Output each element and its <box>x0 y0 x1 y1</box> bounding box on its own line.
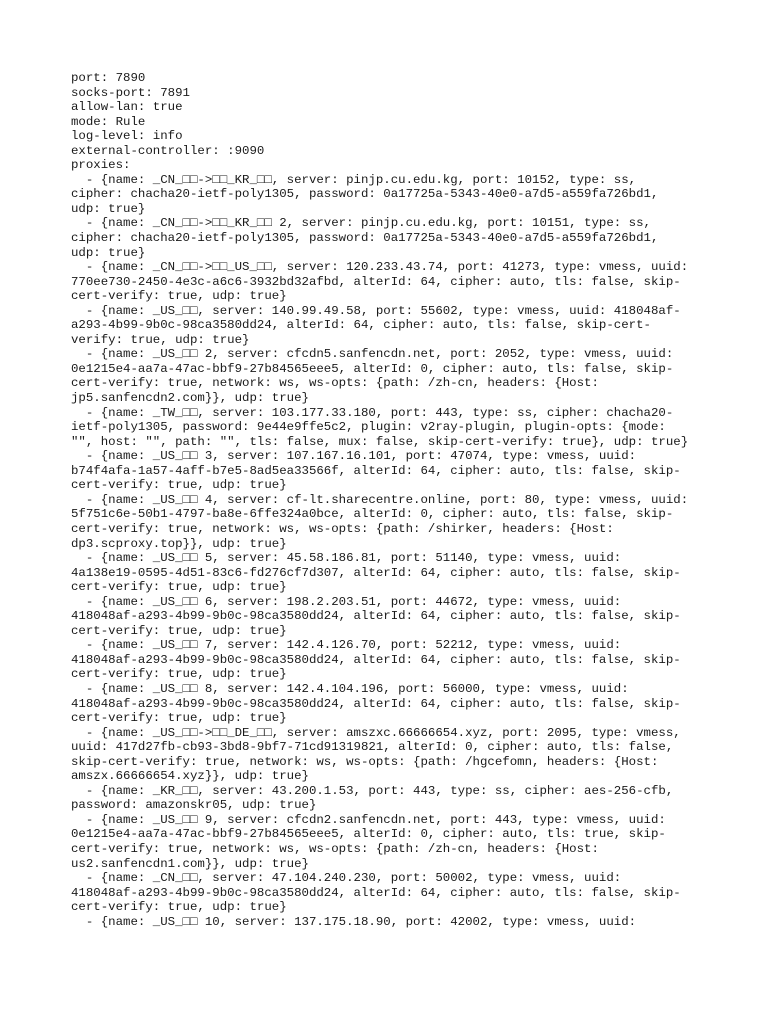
document-line: skip-cert-verify: true, network: ws, ws-opts: {path: /hgcefomn, headers: {Host: <box>71 754 659 769</box>
document-line: 0e1215e4-aa7a-47ac-bbf9-27b84565eee5, alterId: 0, cipher: auto, tls: true, skip- <box>71 827 666 842</box>
document-line: port: 7890 <box>71 71 146 85</box>
document-line: 418048af-a293-4b99-9b0c-98ca3580dd24, alterId: 64, cipher: auto, tls: false, skip- <box>71 652 681 667</box>
document-line: - {name: _US_□□ 9, server: cfcdn2.sanfencdn.net, port: 443, type: vmess, uuid: <box>71 812 666 827</box>
document-line: - {name: _CN_□□->□□_KR_□□, server: pinjp.cu.edu.kg, port: 10152, type: ss, <box>71 172 637 187</box>
document-line: cert-verify: true, udp: true} <box>71 623 287 638</box>
document-line: - {name: _US_□□, server: 140.99.49.58, port: 55602, type: vmess, uuid: 418048af- <box>71 303 681 318</box>
document-line: amszx.66666654.xyz}}, udp: true} <box>71 769 309 784</box>
document-line: ietf-poly1305, password: 9e44e9ffe5c2, plugin: v2ray-plugin, plugin-opts: {mode: <box>71 420 666 435</box>
document-line: "", host: "", path: "", tls: false, mux: false, skip-cert-verify: true}, udp: true} <box>71 434 689 449</box>
document-line: 0e1215e4-aa7a-47ac-bbf9-27b84565eee5, alterId: 0, cipher: auto, tls: false, skip- <box>71 361 674 376</box>
document-line: 418048af-a293-4b99-9b0c-98ca3580dd24, alterId: 64, cipher: auto, tls: false, skip- <box>71 696 681 711</box>
document-line: us2.sanfencdn1.com}}, udp: true} <box>71 856 309 871</box>
document-line: udp: true} <box>71 201 146 216</box>
document-line: - {name: _US_□□ 3, server: 107.167.16.101, port: 47074, type: vmess, uuid: <box>71 449 637 464</box>
document-line: cipher: chacha20-ietf-poly1305, password: 0a17725a-5343-40e0-a7d5-a559fa726bd1, <box>71 231 659 246</box>
document-line: 770ee730-2450-4e3c-a6c6-3932bd32afbd, alterId: 64, cipher: auto, tls: false, skip- <box>71 274 681 289</box>
document-line: cert-verify: true, network: ws, ws-opts: {path: /shirker, headers: {Host: <box>71 521 614 536</box>
document-line: - {name: _KR_□□, server: 43.200.1.53, port: 443, type: ss, cipher: aes-256-cfb, <box>71 783 674 798</box>
document-line: log-level: info <box>71 129 183 144</box>
document-line: - {name: _CN_□□, server: 47.104.240.230, port: 50002, type: vmess, uuid: <box>71 871 622 886</box>
document-line: cert-verify: true, udp: true} <box>71 580 287 595</box>
document-line: 5f751c6e-50b1-4797-ba8e-6ffe324a0bce, alterId: 0, cipher: auto, tls: false, skip- <box>71 507 674 522</box>
document-line: proxies: <box>71 158 131 173</box>
document-line: allow-lan: true <box>71 100 183 115</box>
document-line: - {name: _CN_□□->□□_KR_□□ 2, server: pinjp.cu.edu.kg, port: 10151, type: ss, <box>71 216 651 231</box>
document-line: - {name: _US_□□ 5, server: 45.58.186.81, port: 51140, type: vmess, uuid: <box>71 551 622 566</box>
document-line: jp5.sanfencdn2.com}}, udp: true} <box>71 391 309 406</box>
document-line: socks-port: 7891 <box>71 85 190 100</box>
document-line: external-controller: :9090 <box>71 143 265 158</box>
document-line: udp: true} <box>71 245 146 260</box>
document-line: 418048af-a293-4b99-9b0c-98ca3580dd24, alterId: 64, cipher: auto, tls: false, skip- <box>71 609 681 624</box>
document-line: cert-verify: true, udp: true} <box>71 711 287 726</box>
document-line: mode: Rule <box>71 114 146 129</box>
document-line: cert-verify: true, udp: true} <box>71 900 287 915</box>
document-line: cert-verify: true, network: ws, ws-opts: {path: /zh-cn, headers: {Host: <box>71 841 599 856</box>
document-line: verify: true, udp: true} <box>71 332 250 347</box>
document-line: dp3.scproxy.top}}, udp: true} <box>71 536 287 551</box>
document-line: - {name: _US_□□ 10, server: 137.175.18.90, port: 42002, type: vmess, uuid: <box>71 914 637 929</box>
document-line: 4a138e19-0595-4d51-83c6-fd276cf7d307, alterId: 64, cipher: auto, tls: false, skip- <box>71 565 681 580</box>
document-line: - {name: _CN_□□->□□_US_□□, server: 120.233.43.74, port: 41273, type: vmess, uuid: <box>71 260 689 275</box>
document-line: password: amazonskr05, udp: true} <box>71 798 317 813</box>
document-line: cipher: chacha20-ietf-poly1305, password: 0a17725a-5343-40e0-a7d5-a559fa726bd1, <box>71 187 659 202</box>
config-document <box>71 71 721 929</box>
document-line: - {name: _US_□□ 4, server: cf-lt.sharecentre.online, port: 80, type: vmess, uuid: <box>71 492 689 507</box>
document-line: b74f4afa-1a57-4aff-b7e5-8ad5ea33566f, alterId: 64, cipher: auto, tls: false, skip- <box>71 463 681 478</box>
document-line: - {name: _US_□□ 7, server: 142.4.126.70, port: 52212, type: vmess, uuid: <box>71 638 622 653</box>
document-line: uuid: 417d27fb-cb93-3bd8-9bf7-71cd91319821, alterId: 0, cipher: auto, tls: false, <box>71 740 674 755</box>
document-line: cert-verify: true, udp: true} <box>71 667 287 682</box>
document-line: 418048af-a293-4b99-9b0c-98ca3580dd24, alterId: 64, cipher: auto, tls: false, skip- <box>71 885 681 900</box>
document-line: - {name: _US_□□ 6, server: 198.2.203.51, port: 44672, type: vmess, uuid: <box>71 594 622 609</box>
document-line: - {name: _TW_□□, server: 103.177.33.180, port: 443, type: ss, cipher: chacha20- <box>71 405 674 420</box>
document-line: a293-4b99-9b0c-98ca3580dd24, alterId: 64, cipher: auto, tls: false, skip-cert- <box>71 318 651 333</box>
document-line: cert-verify: true, udp: true} <box>71 289 287 304</box>
document-line: cert-verify: true, udp: true} <box>71 478 287 493</box>
document-line: cert-verify: true, network: ws, ws-opts: {path: /zh-cn, headers: {Host: <box>71 376 599 391</box>
document-line: - {name: _US_□□ 8, server: 142.4.104.196, port: 56000, type: vmess, uuid: <box>71 681 629 696</box>
document-line: - {name: _US_□□ 2, server: cfcdn5.sanfencdn.net, port: 2052, type: vmess, uuid: <box>71 347 674 362</box>
document-line: - {name: _US_□□->□□_DE_□□, server: amszxc.66666654.xyz, port: 2095, type: vmess, <box>71 725 681 740</box>
